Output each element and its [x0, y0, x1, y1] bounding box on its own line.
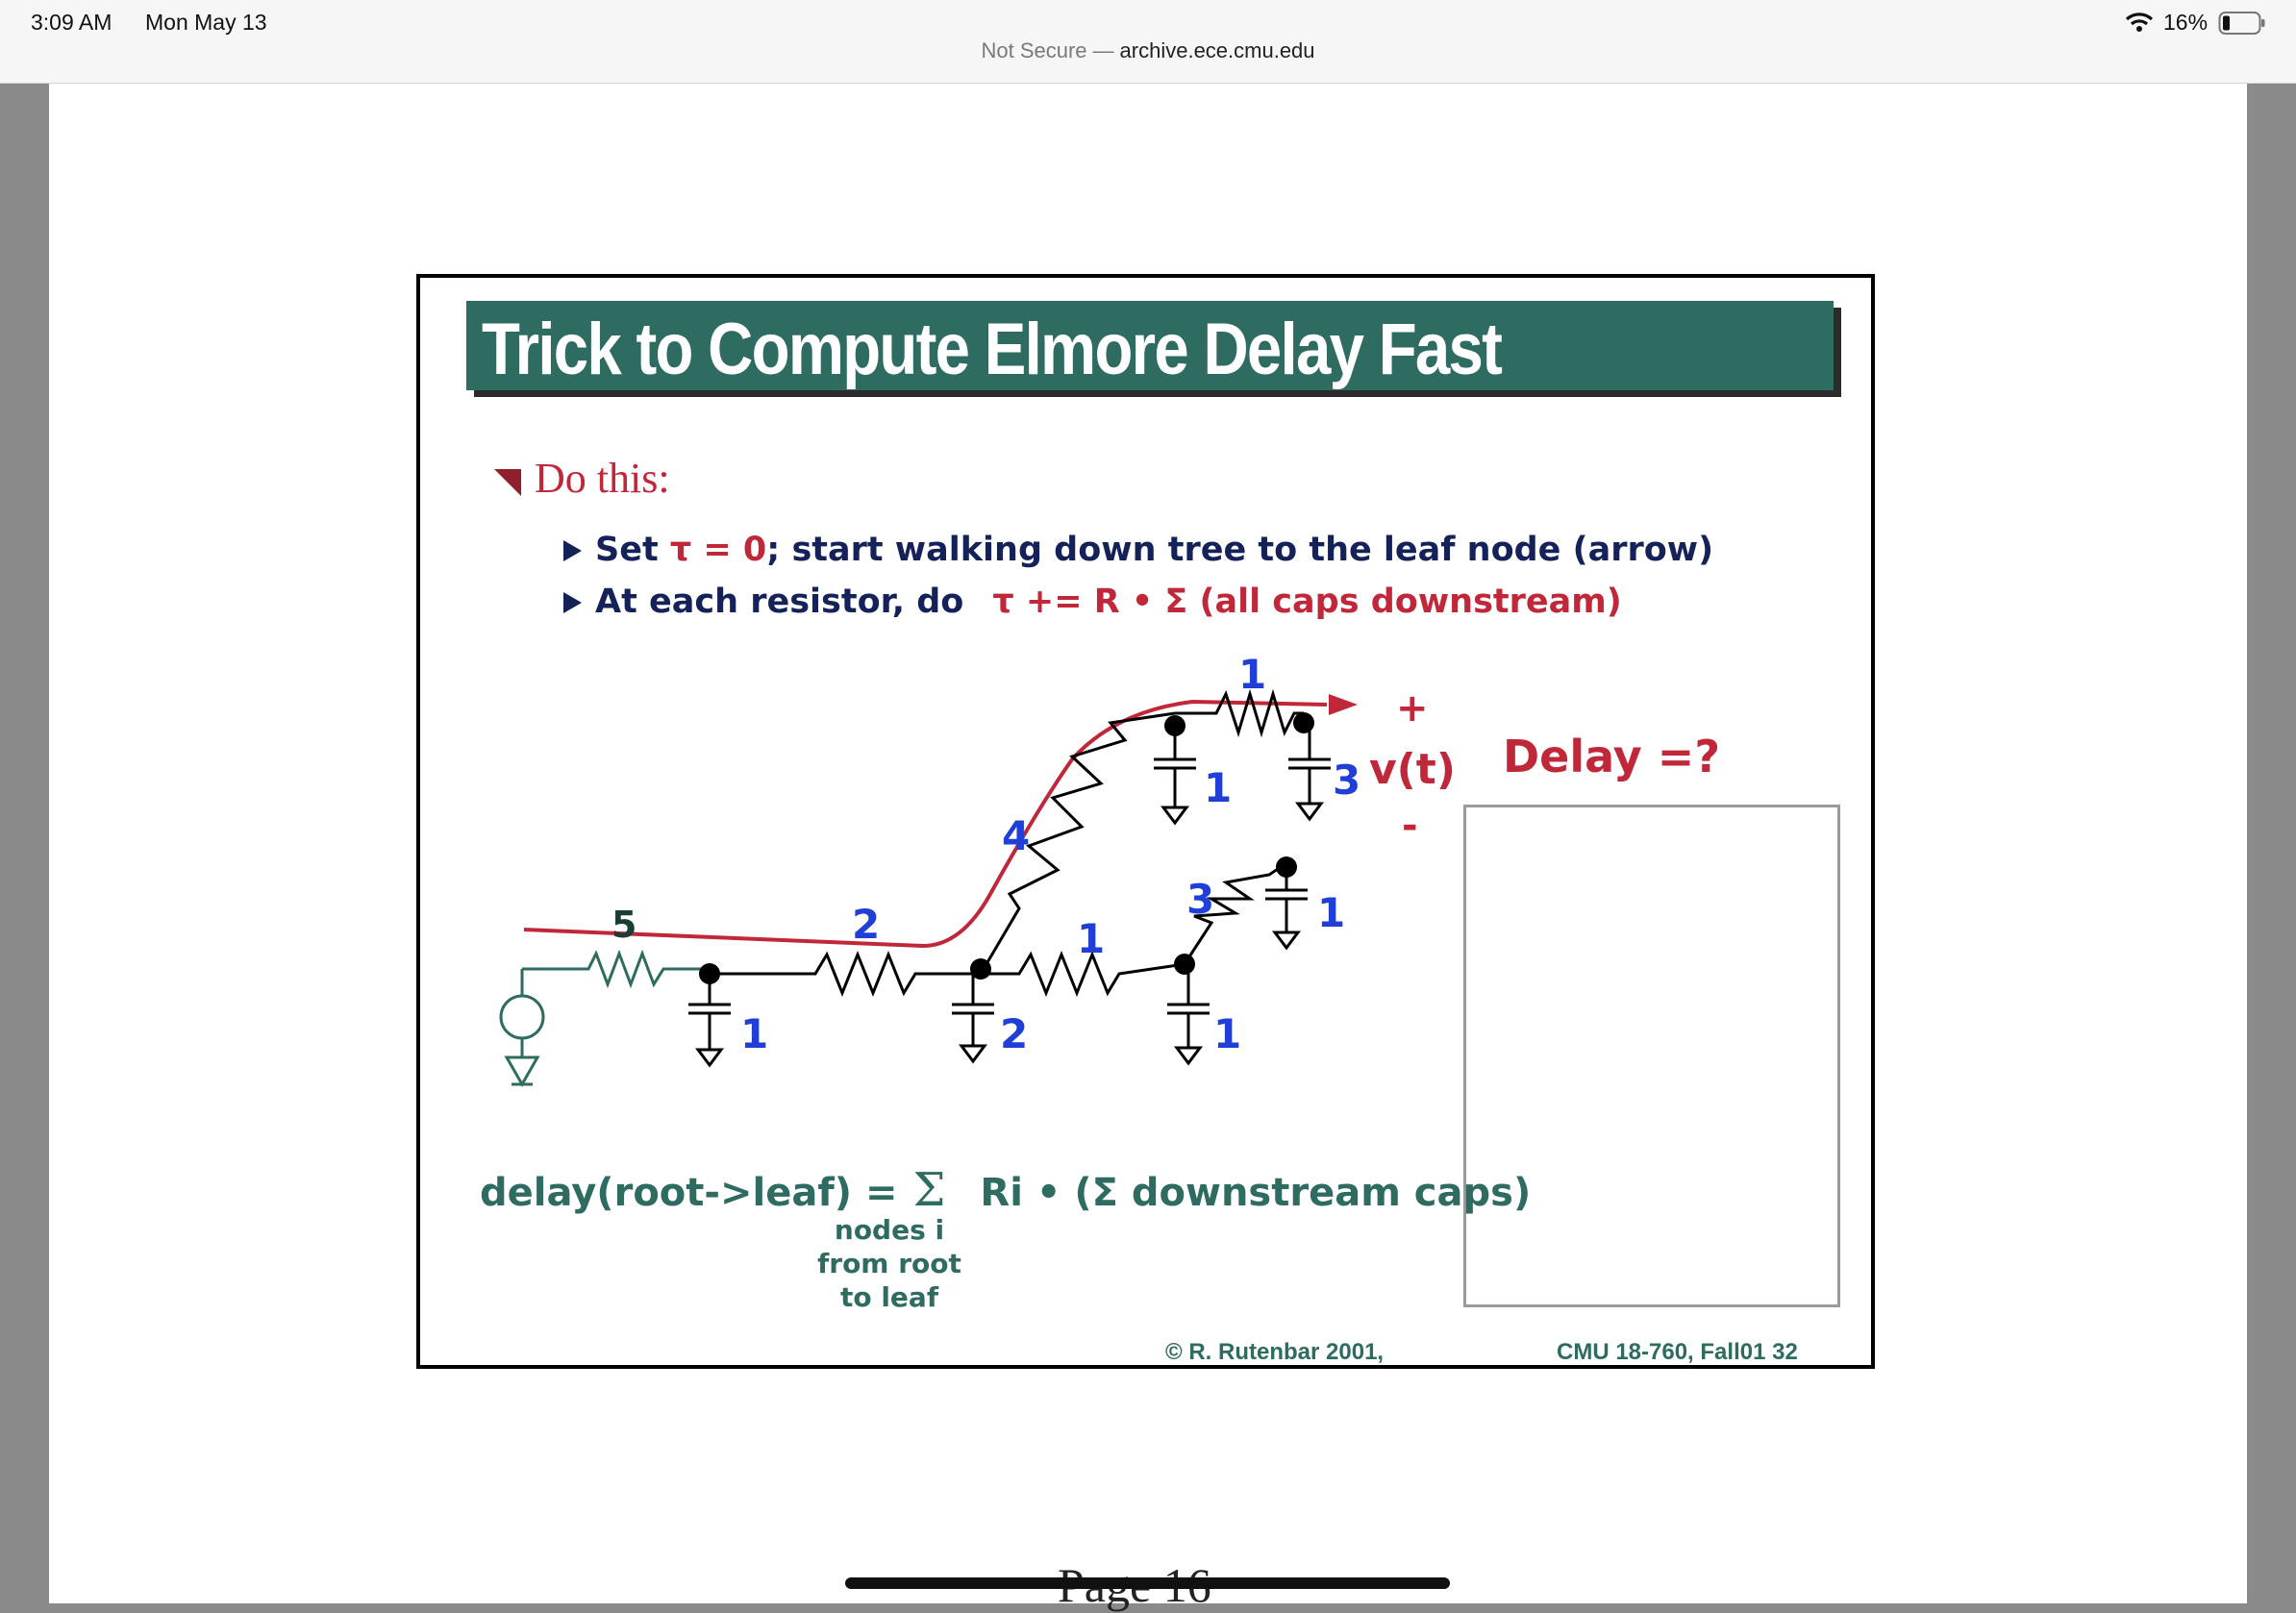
resistor-root [572, 954, 710, 984]
bullet1-tau: τ = 0 [669, 531, 767, 569]
url-text: archive.ece.cmu.edu [1119, 38, 1315, 62]
formula-lhs: delay(root->leaf) = [480, 1171, 898, 1215]
label-r-low: 1 [1077, 915, 1106, 962]
slide-footer-copyright: © R. Rutenbar 2001, [1165, 1339, 1385, 1365]
bullet2-rule: τ += R • Σ (all caps downstream) [992, 583, 1622, 621]
bullet1-post: ; start walking down tree to the leaf node (arrow) [766, 531, 1714, 569]
voltage-source [501, 969, 572, 1084]
formula-subscript [808, 1213, 971, 1314]
label-c-branch: 1 [1317, 889, 1346, 936]
section-heading: Do this: [535, 455, 670, 502]
slide-footer-course: CMU 18-760, Fall01 32 [1557, 1339, 1798, 1365]
home-indicator[interactable] [845, 1577, 1450, 1589]
bullet2-pre: At each resistor, do [595, 583, 964, 621]
capacitor-low [1167, 969, 1210, 1063]
formula-sub-line3: to leaf [839, 1281, 939, 1313]
label-r-main: 2 [852, 901, 881, 948]
label-plus: + [1396, 686, 1429, 731]
label-r-root: 5 [611, 904, 637, 946]
resistor-main [800, 955, 981, 993]
formula-rhs: Ri • (Σ downstream caps) [980, 1171, 1532, 1215]
date: Mon May 13 [145, 10, 267, 35]
bullet1-pre: Set [595, 531, 670, 569]
security-status: Not Secure [981, 38, 1087, 62]
clock: 3:09 AM [31, 10, 112, 35]
capacitor-top-left [1154, 726, 1196, 823]
capacitor-first [688, 974, 731, 1065]
label-vt: v(t) [1369, 745, 1456, 794]
label-r-up: 4 [1002, 812, 1031, 859]
slide-title: Trick to Compute Elmore Delay Fast [482, 309, 1502, 390]
formula-sub-line2: from root [817, 1248, 961, 1279]
capacitor-mid [952, 974, 994, 1061]
walk-arrowhead [1329, 694, 1358, 715]
formula-sub-line1: nodes i [834, 1214, 945, 1246]
capacitor-leaf [1288, 726, 1331, 819]
battery-percent: 16% [2163, 10, 2209, 35]
label-minus: - [1402, 804, 1418, 848]
label-c-low: 1 [1213, 1010, 1242, 1057]
delay-question: Delay =? [1503, 731, 1721, 782]
label-c-leaf: 3 [1333, 757, 1361, 804]
elmore-formula [480, 1163, 1531, 1217]
label-c-first: 1 [740, 1010, 769, 1057]
url-separator: — [1092, 38, 1114, 62]
capacitor-branch [1265, 867, 1308, 948]
resistor-top [1175, 694, 1304, 732]
label-c-mid: 2 [1000, 1010, 1029, 1057]
label-c-top-left: 1 [1204, 764, 1233, 811]
node [1174, 954, 1195, 975]
label-r-top: 1 [1238, 651, 1267, 698]
formula-sigma: Σ [912, 1163, 946, 1217]
label-r-branch: 3 [1186, 876, 1215, 923]
node [1293, 712, 1314, 733]
